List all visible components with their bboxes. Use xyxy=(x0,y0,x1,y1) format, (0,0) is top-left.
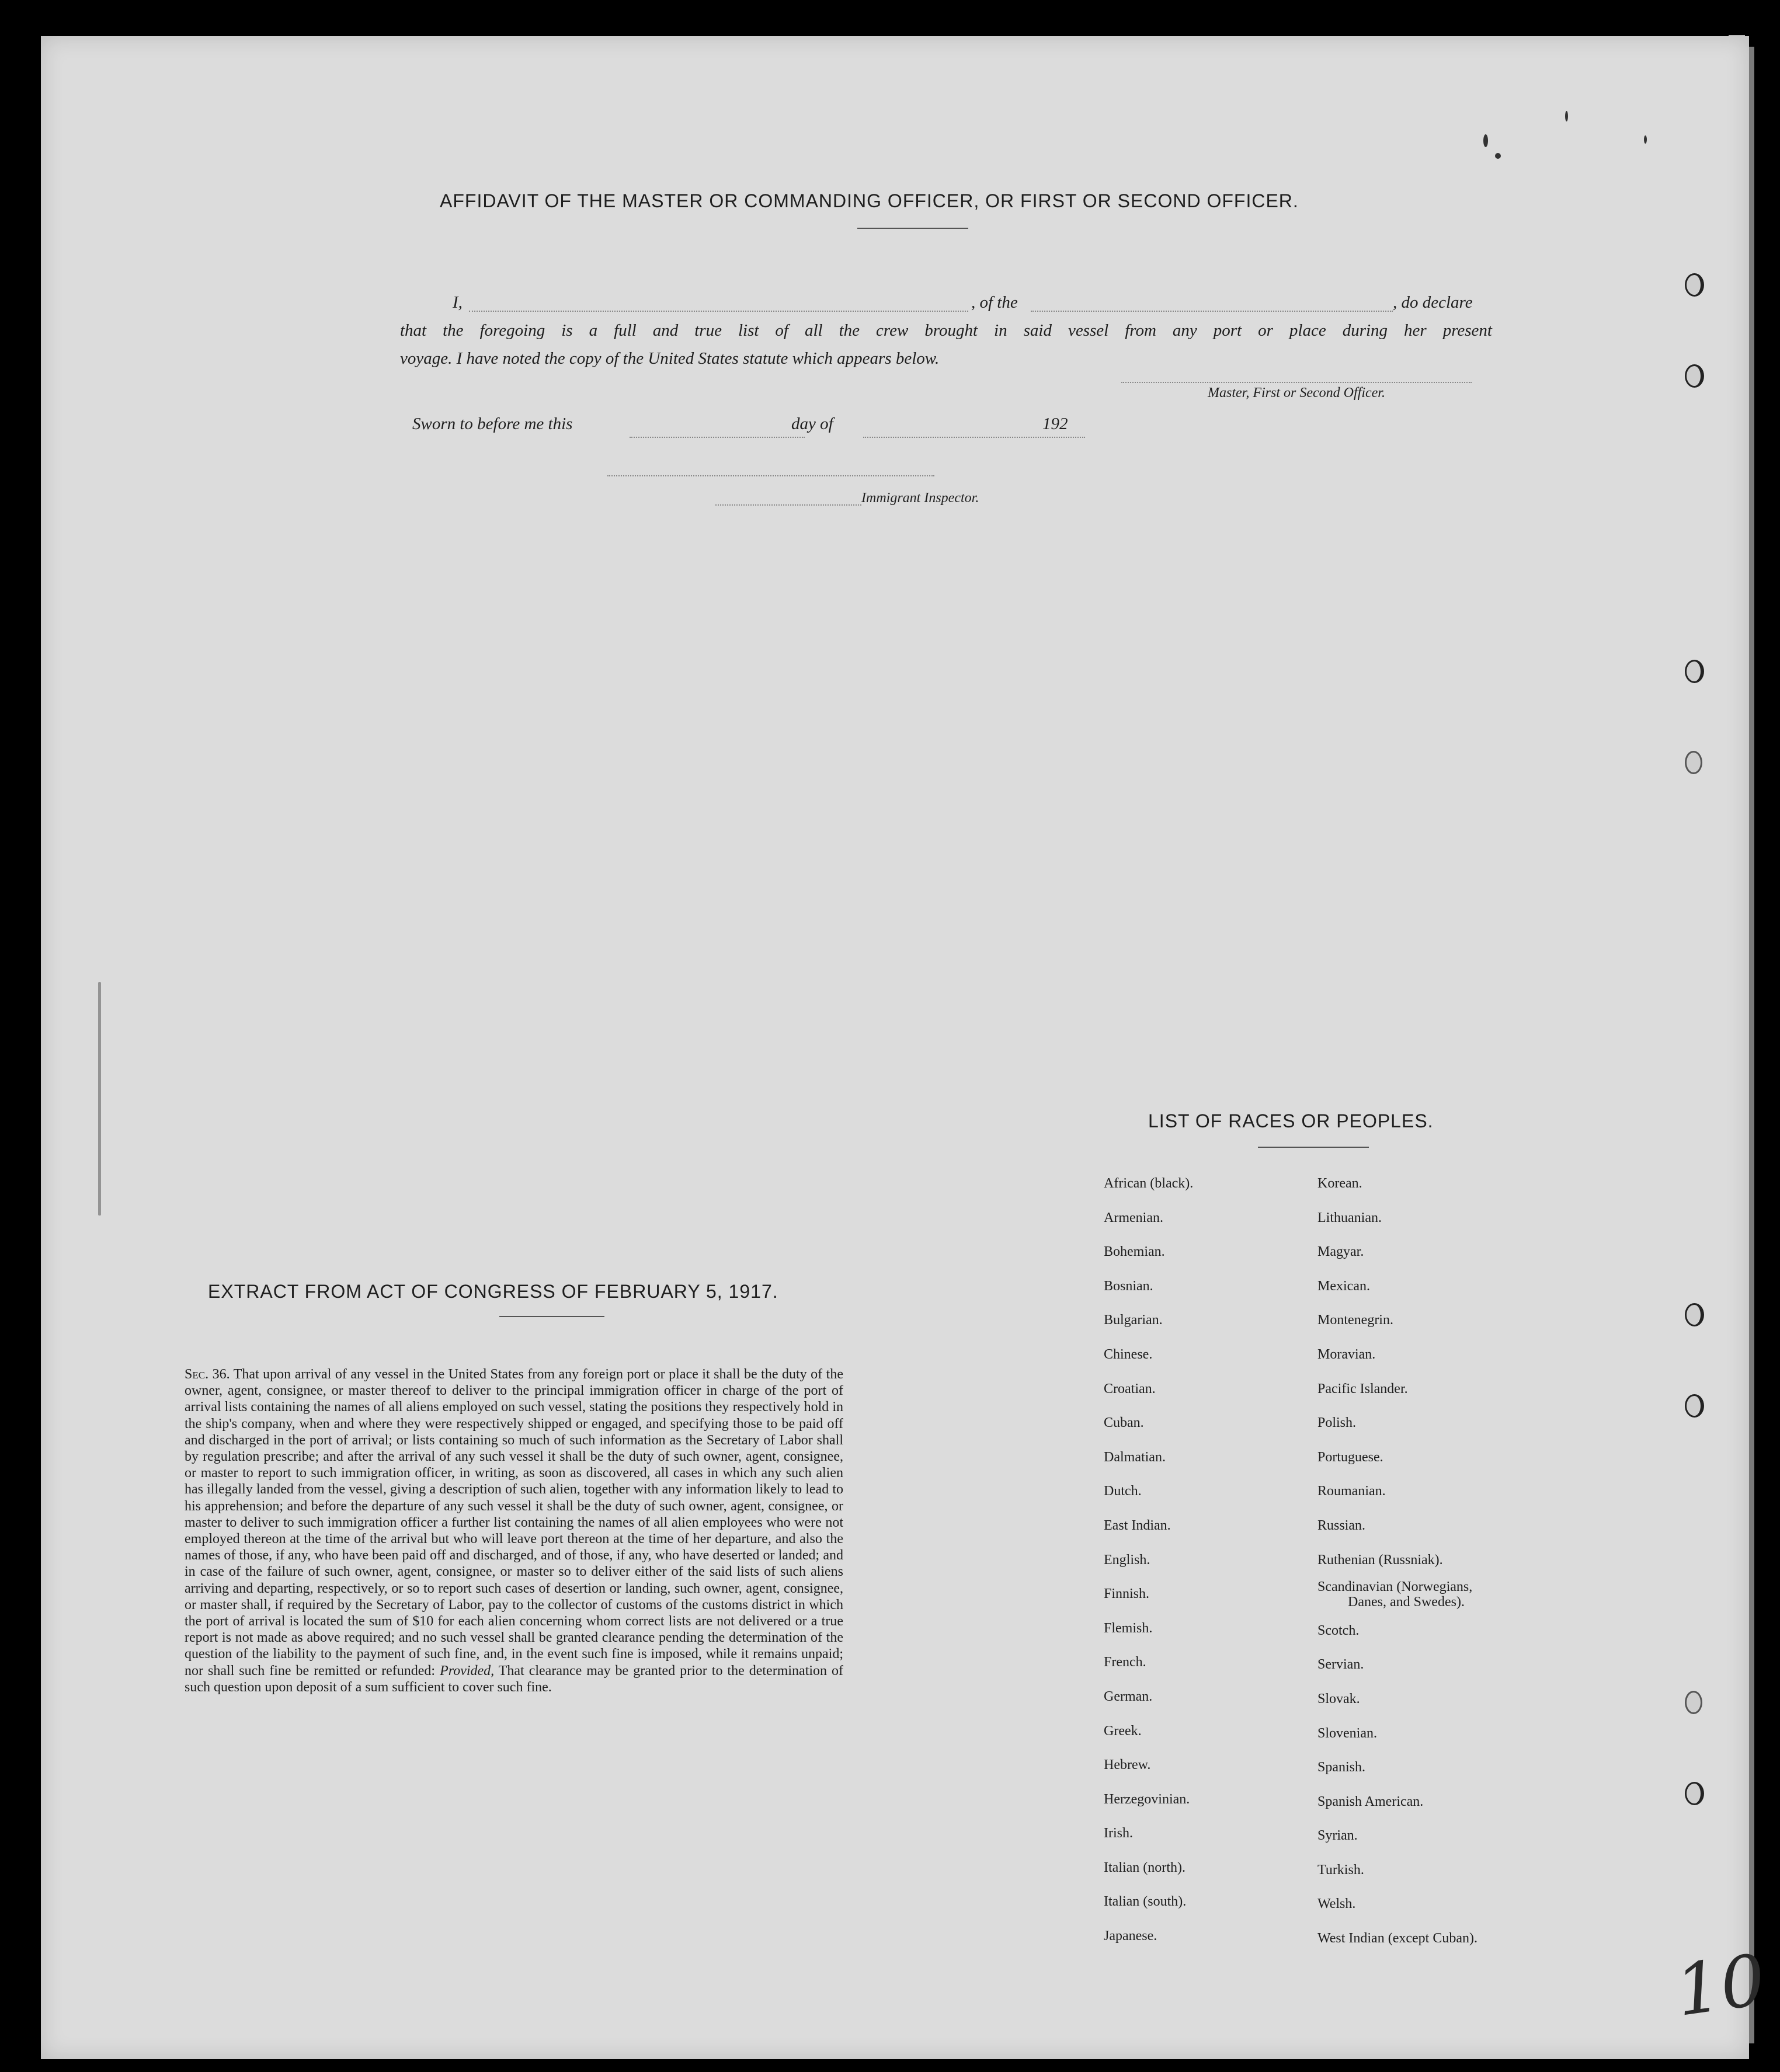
race-item: Slovak. xyxy=(1317,1691,1360,1707)
affidavit-of-the: , of the xyxy=(971,293,1018,312)
race-item: Polish. xyxy=(1317,1415,1357,1431)
race-item: Ruthenian (Russniak). xyxy=(1317,1552,1443,1568)
race-item: Moravian. xyxy=(1317,1346,1376,1362)
races-right-column xyxy=(1317,1166,1477,1956)
affidavit-line-2 xyxy=(400,316,1492,344)
affidavit-text-3: voyage. I have noted the copy of the United States statute which appears below. xyxy=(400,349,940,368)
extract-underline xyxy=(499,1316,604,1317)
race-item: Portuguese. xyxy=(1317,1449,1383,1465)
ink-speck xyxy=(1644,135,1647,144)
hole-punch xyxy=(1685,273,1704,297)
race-item: Montenegrin. xyxy=(1317,1312,1393,1328)
race-item: German. xyxy=(1104,1688,1153,1704)
race-item: Russian. xyxy=(1317,1517,1366,1533)
day-blank[interactable] xyxy=(630,437,805,438)
race-item: Syrian. xyxy=(1317,1828,1358,1844)
title-underline xyxy=(857,228,968,229)
master-signature-blank[interactable] xyxy=(1121,382,1472,383)
extract-body xyxy=(185,1366,843,1695)
race-item: Scotch. xyxy=(1317,1622,1360,1638)
affidavit-do-declare: , do declare xyxy=(1393,293,1473,312)
race-item-continuation: Danes, and Swedes). xyxy=(1348,1594,1465,1610)
race-item: Bulgarian. xyxy=(1104,1312,1163,1328)
hole-punch xyxy=(1685,660,1704,683)
race-item: African (black). xyxy=(1104,1176,1194,1191)
affidavit-line-3 xyxy=(400,344,1492,372)
sec-label: Sec. 36. xyxy=(185,1367,230,1382)
race-item: Scandinavian (Norwegians, Danes, and Swedes). xyxy=(1317,1577,1477,1614)
provided-word: Provided, xyxy=(440,1663,495,1679)
extract-text-1: That upon arrival of any vessel in the United States from any foreign port or place it shall be the duty of the owner, agent, consignee, or master thereof to deliver to the principal immigration officer in charge of the port of arrival lists containing the names of all aliens employed on such vessel, stating the positions they respectively hold in the ship's company, when and where they were respectively shipped or engaged, and specifying those to be paid off and discharged in the port of arrival; or lists containing so much of such information as the Secretary of Labor shall by regulation prescribe; and after the arrival of any such vessel it shall be the duty of such owner, agent, consignee, or master to report to such immigration officer, in writing, as soon as discovered, all cases in which any such alien has illegally landed from the vessel, giving a description of such alien, together with any information likely to lead to his apprehension; and before the departure of any such vessel it shall be the duty of such owner, agent, consignee, or master to deliver to such immigration officer a further list containing the names of all alien employees who were not employed thereon at the time of the arrival but who will leave port thereon at the time of her departure, and also the names of those, if any, who have been paid off and discharged, and of those, if any, who have deserted or landed; and in case of the failure of such owner, agent, consignee, or master so to deliver either of the said lists of such aliens arriving and departing, respectively, or so to report such cases of desertion or landing, such owner, agent, consignee, or master shall, if required by the Secretary of Labor, pay to the collector of customs of the customs district in which the port of arrival is located the sum of $10 for each alien concerning whom correct lists are not delivered or a true report is not made as above required; and no such vessel shall be granted clearance pending the determination of the question of the liability to the payment of such fine, and, in the event such fine is imposed, while it remains unpaid; nor shall such fine be remitted or refunded: xyxy=(185,1367,844,1679)
race-item: Chinese. xyxy=(1104,1346,1153,1362)
hole-punch xyxy=(1685,1303,1704,1326)
affidavit-text-2: that the foregoing is a full and true list of all the crew brought in said vessel from any port or place during her present xyxy=(400,321,1492,340)
race-item: Korean. xyxy=(1317,1176,1362,1191)
month-blank[interactable] xyxy=(863,437,1085,438)
races-title: LIST OF RACES OR PEOPLES. xyxy=(1148,1110,1434,1131)
races-left-column xyxy=(1104,1166,1193,1953)
race-item: Flemish. xyxy=(1104,1620,1153,1636)
handwritten-page-number: 10 xyxy=(1671,1939,1771,2032)
race-item: Slovenian. xyxy=(1317,1725,1377,1741)
race-item: Bohemian. xyxy=(1104,1244,1165,1260)
bleed-through-text xyxy=(216,141,222,169)
name-blank[interactable] xyxy=(469,311,968,312)
affidavit-i: I, xyxy=(453,293,463,312)
affidavit-title: AFFIDAVIT OF THE MASTER OR COMMANDING OFFICER, OR FIRST OR SECOND OFFICER. xyxy=(440,190,1299,211)
document-page xyxy=(41,36,1771,2059)
hole-punch xyxy=(1685,1691,1702,1714)
race-item: Japanese. xyxy=(1104,1928,1157,1944)
race-item: Welsh. xyxy=(1317,1896,1356,1912)
year-text: 192 xyxy=(1042,415,1068,433)
sworn-text: Sworn to before me this xyxy=(412,415,573,433)
ink-speck xyxy=(1483,134,1488,147)
extract-title: EXTRACT FROM ACT OF CONGRESS OF FEBRUARY 5, 1917. xyxy=(208,1281,778,1302)
margin-mark xyxy=(98,982,101,1216)
race-item: Roumanian. xyxy=(1317,1484,1386,1499)
race-item: East Indian. xyxy=(1104,1517,1171,1533)
race-item: Italian (south). xyxy=(1104,1894,1187,1910)
race-item: West Indian (except Cuban). xyxy=(1317,1931,1477,1946)
hole-punch xyxy=(1685,751,1702,774)
race-item: French. xyxy=(1104,1655,1146,1670)
hole-punch xyxy=(1685,1394,1704,1418)
inspector-signature-blank[interactable] xyxy=(607,475,934,476)
race-item: Magyar. xyxy=(1317,1244,1364,1260)
race-item: English. xyxy=(1104,1552,1150,1568)
race-item: Dutch. xyxy=(1104,1484,1142,1499)
vessel-blank[interactable] xyxy=(1031,311,1393,312)
race-item: Cuban. xyxy=(1104,1415,1144,1431)
inspector-caption: Immigrant Inspector. xyxy=(861,490,979,506)
ink-speck xyxy=(1565,111,1568,121)
race-item: Dalmatian. xyxy=(1104,1449,1166,1465)
race-item: Finnish. xyxy=(1104,1586,1150,1602)
race-item: Greek. xyxy=(1104,1723,1142,1739)
race-item: Armenian. xyxy=(1104,1210,1163,1225)
race-item: Hebrew. xyxy=(1104,1757,1151,1773)
race-item: Mexican. xyxy=(1317,1278,1370,1294)
inspector-blank-short[interactable] xyxy=(715,504,861,506)
race-item: Spanish. xyxy=(1317,1760,1366,1775)
race-item: Turkish. xyxy=(1317,1862,1364,1878)
race-item: Bosnian. xyxy=(1104,1278,1153,1294)
day-of-text: day of xyxy=(791,415,833,433)
race-item: Irish. xyxy=(1104,1826,1133,1841)
race-item: Croatian. xyxy=(1104,1381,1156,1397)
races-underline xyxy=(1258,1147,1369,1148)
ink-speck xyxy=(1495,153,1501,159)
race-item: Pacific Islander. xyxy=(1317,1381,1408,1397)
hole-punch xyxy=(1685,364,1704,388)
master-caption: Master, First or Second Officer. xyxy=(1208,385,1385,401)
race-item: Italian (north). xyxy=(1104,1859,1185,1875)
race-item: Herzegovinian. xyxy=(1104,1791,1190,1807)
hole-punch xyxy=(1685,1782,1704,1805)
race-item: Spanish American. xyxy=(1317,1794,1424,1809)
race-item: Servian. xyxy=(1317,1657,1364,1673)
extract-text-2: That clearance may be granted prior to the determination of such question upon deposit of a sum sufficient to cover such fine. xyxy=(185,1663,843,1695)
race-item: Lithuanian. xyxy=(1317,1210,1382,1225)
